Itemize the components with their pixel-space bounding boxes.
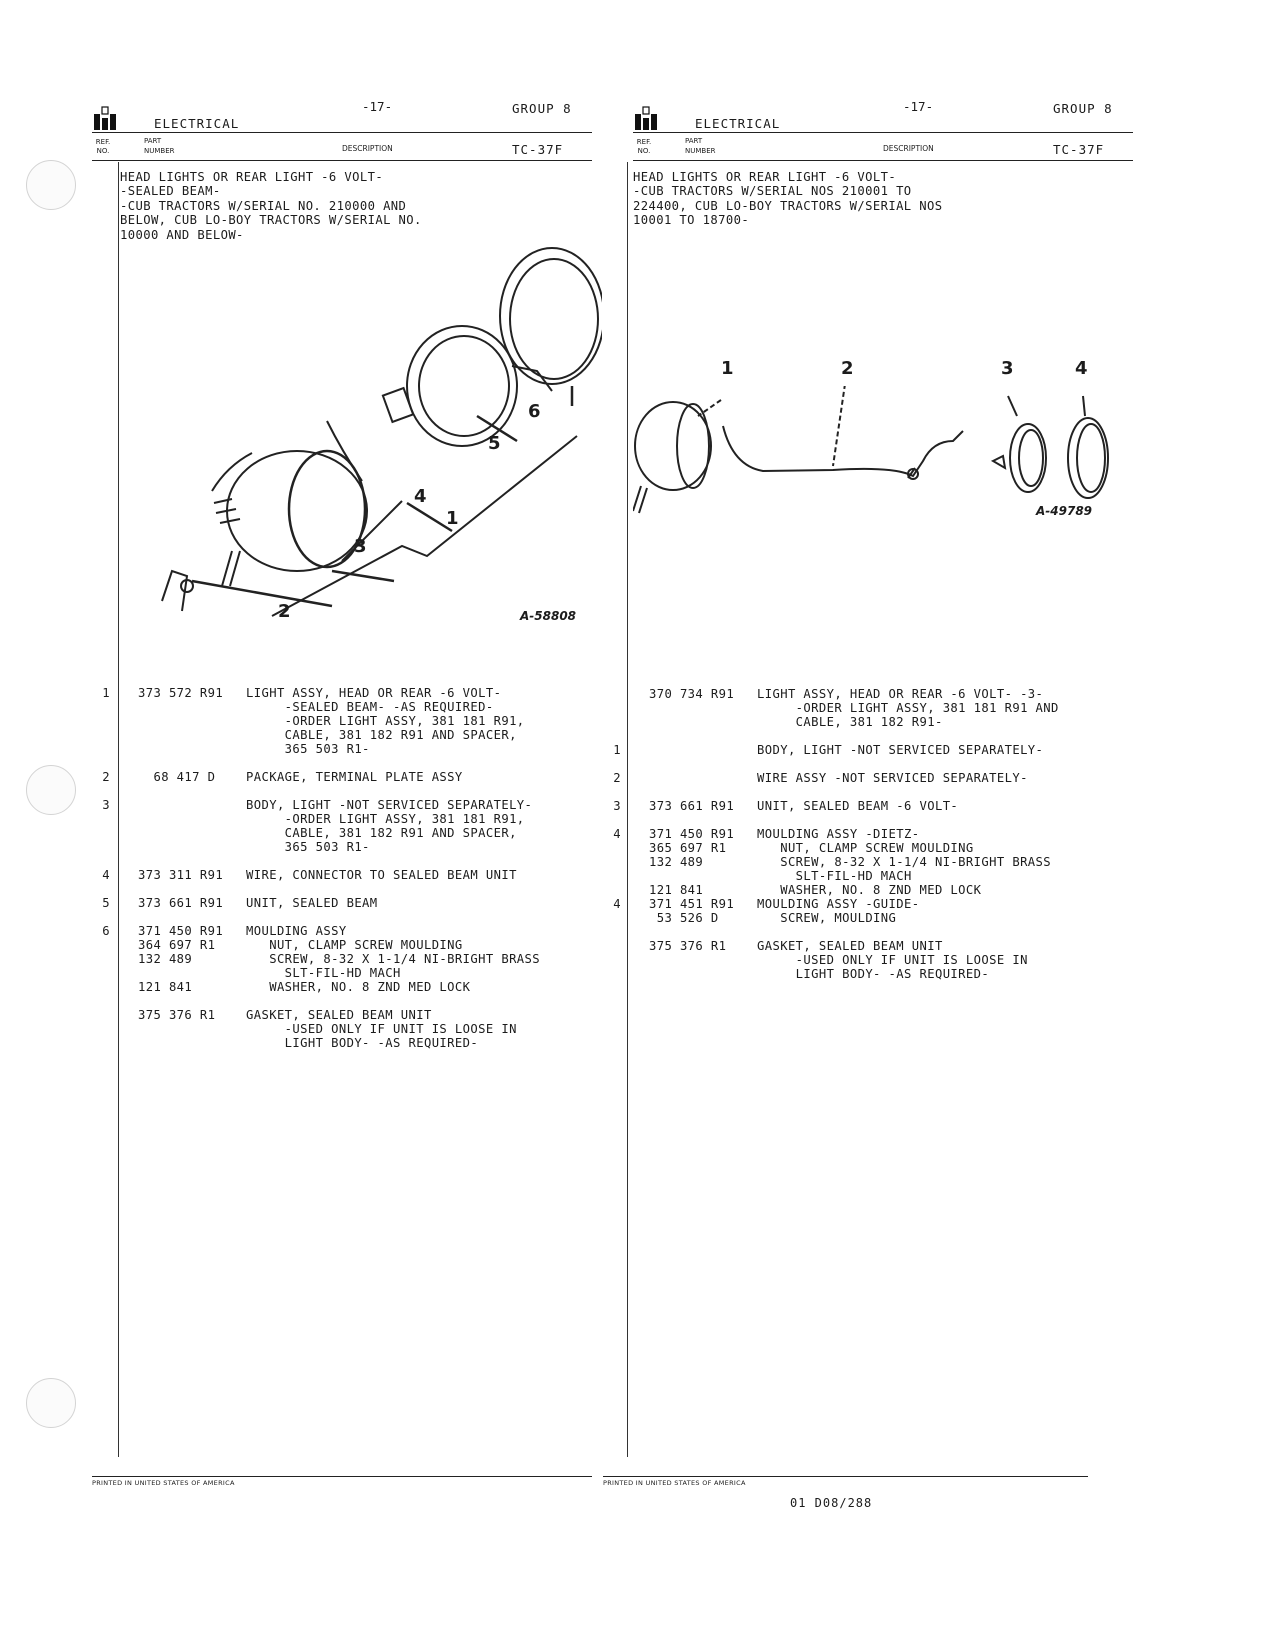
divider [633,132,1133,133]
col-header-part: PART NUMBER [144,137,175,155]
col-header-description: DESCRIPTION [883,144,934,153]
callout-label: 2 [841,358,854,379]
parts-row: 375 376 R1 GASKET, SEALED BEAM UNIT -USED ONLY IF UNIT IS LOOSE IN LIGHT BODY- -AS REQUIRED- [649,939,1028,981]
group-label: GROUP 8 [512,101,572,116]
punch-hole [26,765,76,815]
parts-row: 375 376 R1 GASKET, SEALED BEAM UNIT -USED ONLY IF UNIT IS LOOSE IN LIGHT BODY- -AS REQUIRED- [138,1008,517,1050]
callout-label: 2 [278,601,291,622]
callout-label: 4 [414,486,427,507]
callout-label: 3 [1001,358,1014,379]
ih-logo-icon [633,106,661,132]
divider [633,160,1133,161]
headlight-exploded-diagram [132,241,602,641]
callout-label: 5 [488,433,501,454]
punch-hole [26,160,76,210]
section-title: ELECTRICAL [695,116,781,131]
section-intro: HEAD LIGHTS OR REAR LIGHT -6 VOLT- -CUB TRACTORS W/SERIAL NOS 210001 TO 224400, CUB LO-BOY TRACTORS W/SERIAL NOS 10001 TO 18700- [633,170,943,228]
callout-label: 1 [721,358,734,379]
divider [92,132,592,133]
parts-list [603,687,1103,995]
figure-id: A-49789 [1036,504,1093,518]
callout-label: 1 [446,508,459,529]
parts-row: 5 373 661 R91 UNIT, SEALED BEAM [102,896,378,910]
col-header-ref: REF. NO. [95,138,111,155]
parts-row: 2 68 417 D PACKAGE, TERMINAL PLATE ASSY [102,770,463,784]
figure-id: A-58808 [520,609,577,623]
parts-row: 3 BODY, LIGHT -NOT SERVICED SEPARATELY- -ORDER LIGHT ASSY, 381 181 R91, CABLE, 381 182 R91 AND SPACER, 365 503 R1- [102,798,533,854]
page-header [92,96,592,158]
callout-label: 4 [1075,358,1088,379]
parts-page-left [92,96,592,1476]
group-label: GROUP 8 [1053,101,1113,116]
section-intro: HEAD LIGHTS OR REAR LIGHT -6 VOLT- -SEALED BEAM- -CUB TRACTORS W/SERIAL NO. 210000 AND BELOW, CUB LO-BOY TRACTORS W/SERIAL NO. 10000 AND BELOW- [120,170,422,242]
parts-row: 1 BODY, LIGHT -NOT SERVICED SEPARATELY- [613,743,1044,757]
punch-hole [26,1378,76,1428]
parts-row: 370 734 R91 LIGHT ASSY, HEAD OR REAR -6 VOLT- -3- -ORDER LIGHT ASSY, 381 181 R91 AND CABLE, 381 182 R91- [649,687,1059,729]
footer-printed: PRINTED IN UNITED STATES OF AMERICA [603,1476,1088,1487]
parts-row: 4 373 311 R91 WIRE, CONNECTOR TO SEALED BEAM UNIT [102,868,517,882]
footer-printed: PRINTED IN UNITED STATES OF AMERICA [92,1476,592,1487]
parts-row: 4 371 450 R91 365 697 R1 132 489 121 841 MOULDING ASSY -DIETZ- NUT, CLAMP SCREW MOULDING SCREW, 8-32 X 1-1/4 NI-BRIGHT BRASS SLT-FIL-HD MACH WASHER, NO. 8 ZND MED LOCK [613,827,1052,897]
parts-row: 4 371 451 R91 53 526 D MOULDING ASSY -GUIDE- SCREW, MOULDING [613,897,920,925]
callout-label: 6 [528,401,541,422]
parts-row: 2 WIRE ASSY -NOT SERVICED SEPARATELY- [613,771,1028,785]
divider [92,160,592,161]
callout-label: 3 [354,536,367,557]
parts-page-right [613,96,1133,1476]
parts-list [92,686,592,1064]
section-title: ELECTRICAL [154,116,240,131]
col-header-ref: REF. NO. [636,138,652,155]
page-header [633,96,1133,158]
document-id: 01 D08/288 [790,1496,873,1510]
page-number: -17- [362,99,393,114]
parts-row: 3 373 661 R91 UNIT, SEALED BEAM -6 VOLT- [613,799,959,813]
page-number: -17- [903,99,934,114]
ih-logo-icon [92,106,120,132]
parts-row: 6 371 450 R91 364 697 R1 132 489 121 841 MOULDING ASSY NUT, CLAMP SCREW MOULDING SCREW, 8-32 X 1-1/4 NI-BRIGHT BRASS SLT-FIL-HD MACH WASHER, NO. 8 ZND MED LOCK [102,924,541,994]
col-header-description: DESCRIPTION [342,144,393,153]
catalog-code: TC-37F [1053,142,1105,157]
parts-row: 1 373 572 R91 LIGHT ASSY, HEAD OR REAR -6 VOLT- -SEALED BEAM- -AS REQUIRED- -ORDER LIGHT ASSY, 381 181 R91, CABLE, 381 182 R91 AND SPACER, 365 503 R1- [102,686,525,756]
col-header-part: PART NUMBER [685,137,716,155]
catalog-code: TC-37F [512,142,564,157]
